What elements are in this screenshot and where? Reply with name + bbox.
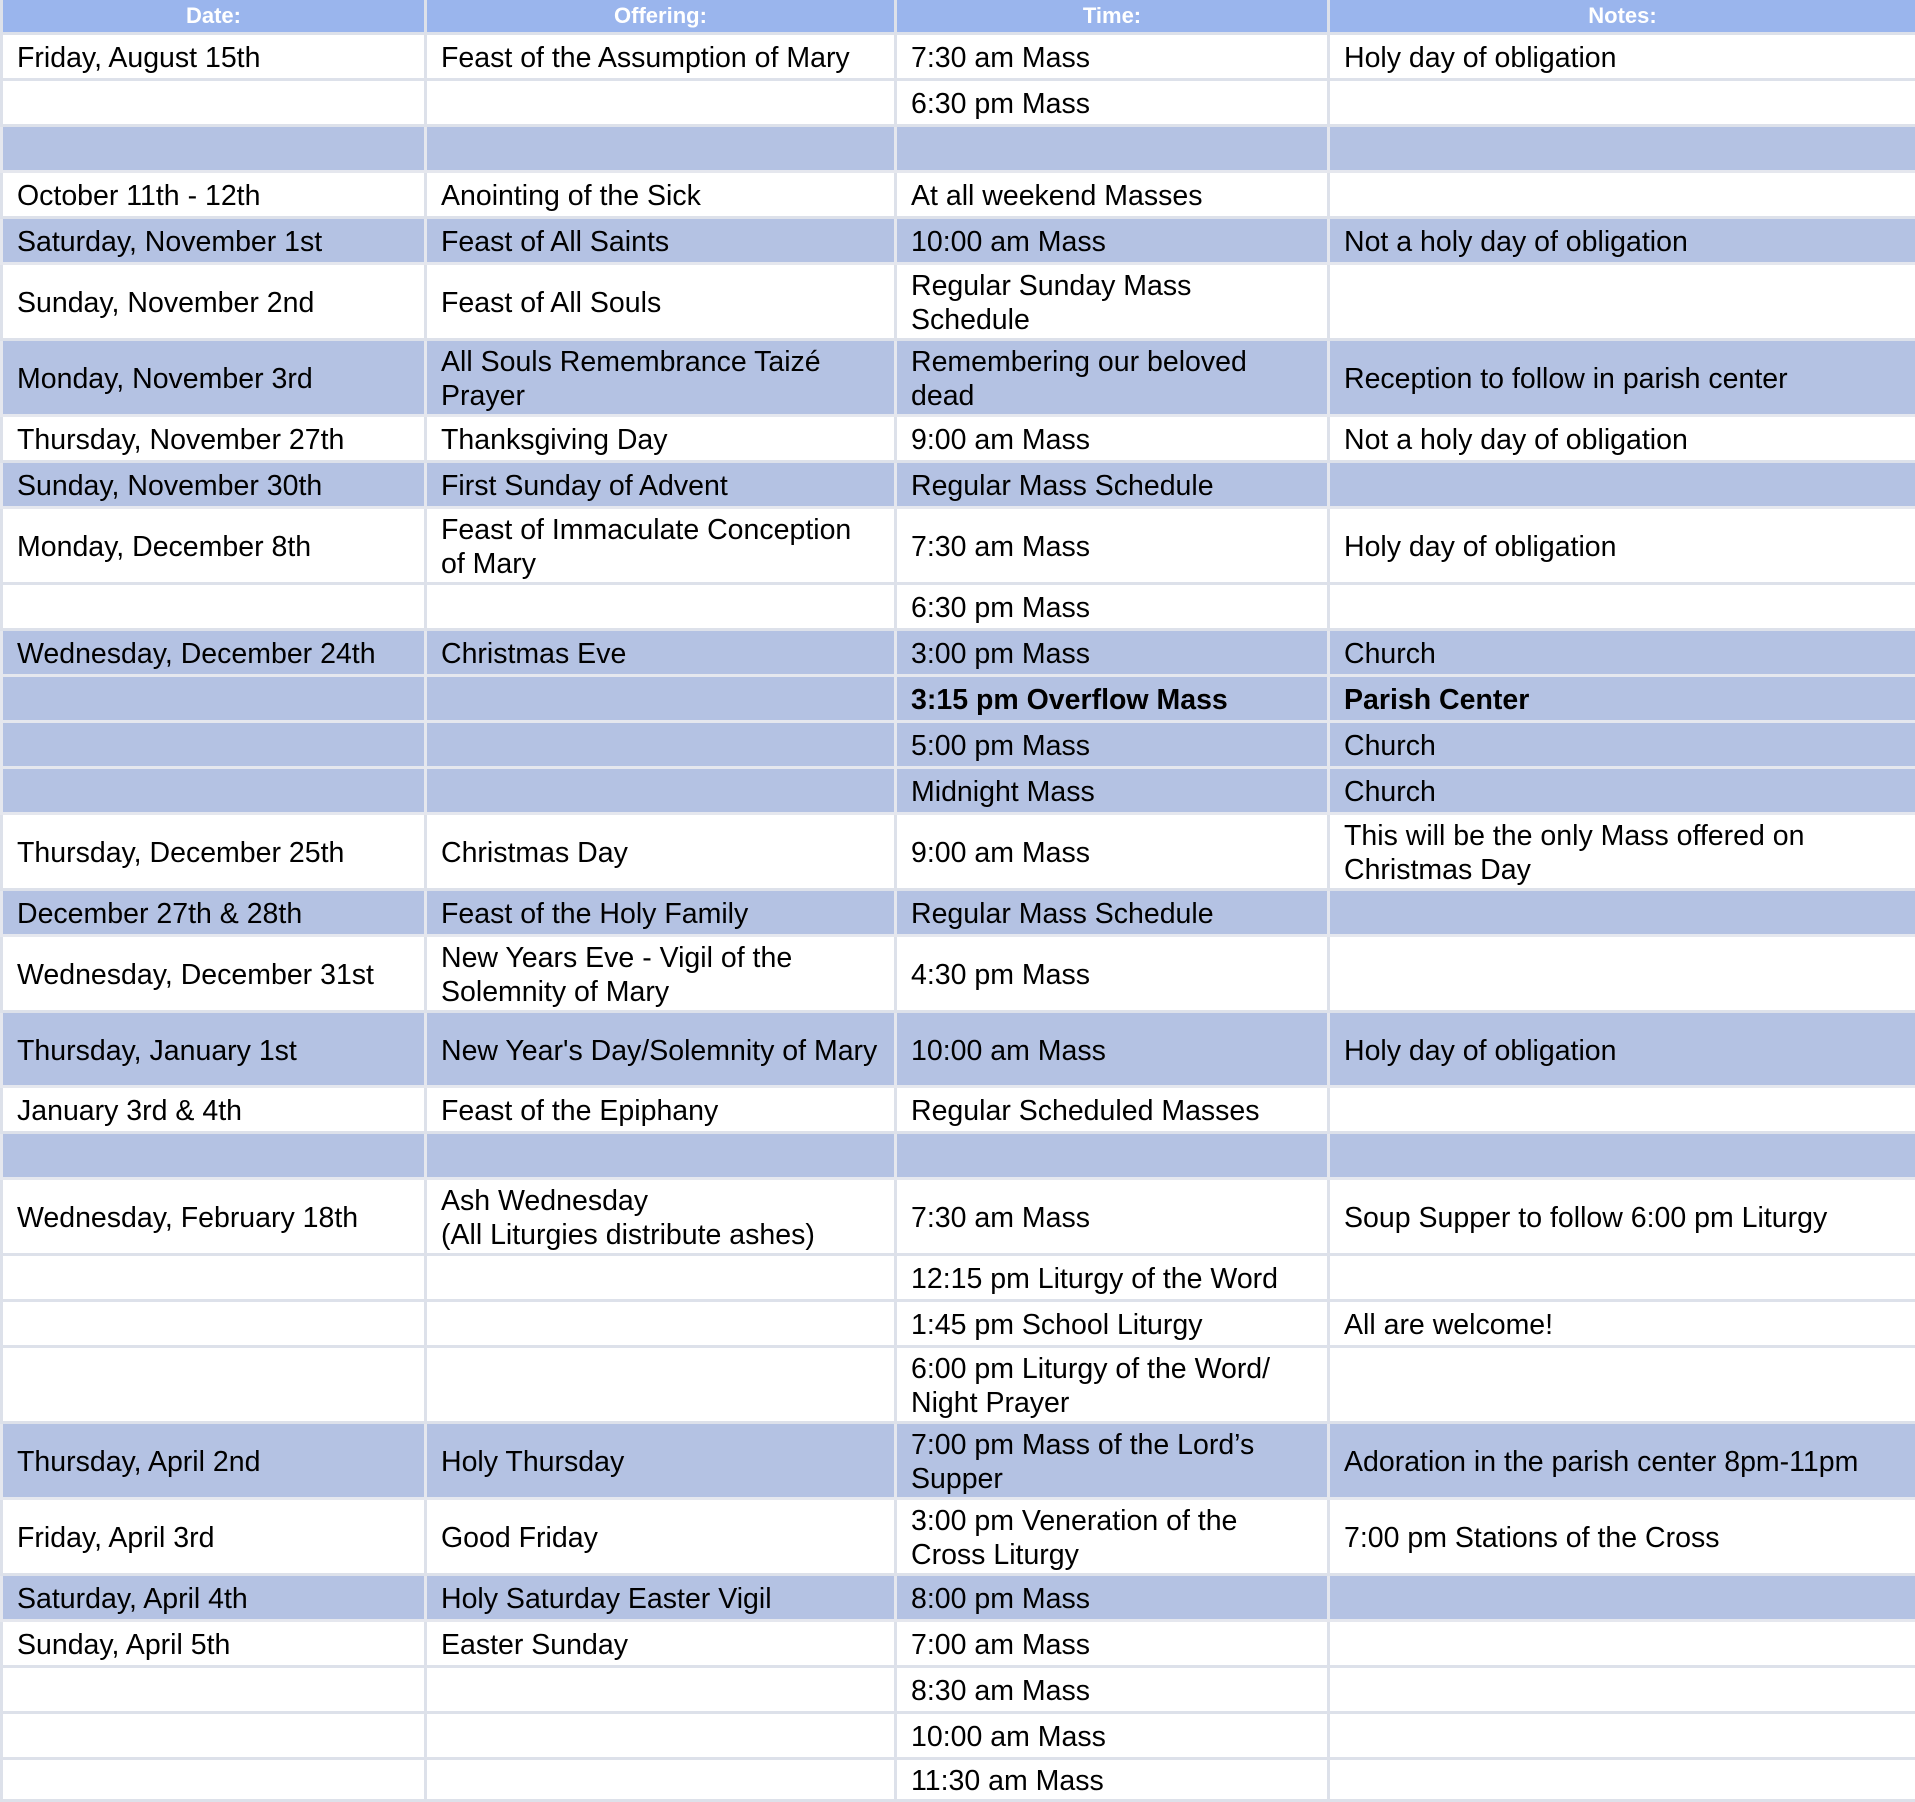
notes-cell	[1329, 264, 1915, 340]
offering-cell: All Souls Remembrance Taizé Prayer	[426, 340, 896, 416]
time-cell: 10:00 am Mass	[896, 1713, 1329, 1759]
date-cell: Monday, November 3rd	[2, 340, 426, 416]
date-cell: Saturday, November 1st	[2, 218, 426, 264]
time-cell: 7:30 am Mass	[896, 34, 1329, 80]
date-cell: Sunday, November 30th	[2, 462, 426, 508]
offering-cell: Holy Thursday	[426, 1423, 896, 1499]
table-row	[2, 462, 1915, 508]
offering-cell	[426, 1667, 896, 1713]
table-row	[2, 264, 1915, 340]
notes-cell: Holy day of obligation	[1329, 1012, 1915, 1087]
header-row	[2, 0, 1915, 34]
table-row	[2, 1621, 1915, 1667]
notes-cell: Not a holy day of obligation	[1329, 416, 1915, 462]
date-cell: Friday, April 3rd	[2, 1499, 426, 1575]
offering-cell	[426, 676, 896, 722]
time-cell: 6:00 pm Liturgy of the Word/ Night Prayer	[896, 1347, 1329, 1423]
offering-cell	[426, 1301, 896, 1347]
notes-cell: 7:00 pm Stations of the Cross	[1329, 1499, 1915, 1575]
table-row	[2, 1255, 1915, 1301]
table-row	[2, 1087, 1915, 1133]
notes-cell	[1329, 1347, 1915, 1423]
notes-cell	[1329, 1759, 1915, 1801]
offering-cell: Feast of All Saints	[426, 218, 896, 264]
time-cell	[896, 126, 1329, 172]
offering-cell: Easter Sunday	[426, 1621, 896, 1667]
date-cell	[2, 1759, 426, 1801]
date-cell	[2, 584, 426, 630]
offering-cell	[426, 768, 896, 814]
time-cell: 9:00 am Mass	[896, 416, 1329, 462]
offering-cell: Feast of Immaculate Conception of Mary	[426, 508, 896, 584]
time-cell: Remembering our beloved dead	[896, 340, 1329, 416]
offering-cell	[426, 584, 896, 630]
table-row	[2, 1667, 1915, 1713]
header-date: Date:	[2, 0, 426, 34]
table-row	[2, 1179, 1915, 1255]
time-cell: Regular Mass Schedule	[896, 462, 1329, 508]
time-cell: 10:00 am Mass	[896, 218, 1329, 264]
notes-cell: This will be the only Mass offered on Christmas Day	[1329, 814, 1915, 890]
notes-cell	[1329, 172, 1915, 218]
notes-cell: Soup Supper to follow 6:00 pm Liturgy	[1329, 1179, 1915, 1255]
date-cell	[2, 1667, 426, 1713]
time-cell: 7:30 am Mass	[896, 1179, 1329, 1255]
notes-cell	[1329, 1621, 1915, 1667]
offering-cell: First Sunday of Advent	[426, 462, 896, 508]
date-cell: Monday, December 8th	[2, 508, 426, 584]
table-row	[2, 508, 1915, 584]
notes-cell	[1329, 584, 1915, 630]
time-cell: 12:15 pm Liturgy of the Word	[896, 1255, 1329, 1301]
table-row	[2, 416, 1915, 462]
table-row	[2, 1423, 1915, 1499]
table-row	[2, 584, 1915, 630]
time-cell: 8:30 am Mass	[896, 1667, 1329, 1713]
offering-cell	[426, 1713, 896, 1759]
date-cell	[2, 126, 426, 172]
offering-cell: New Year's Day/Solemnity of Mary	[426, 1012, 896, 1087]
date-cell	[2, 676, 426, 722]
offering-cell	[426, 1133, 896, 1179]
table-row	[2, 676, 1915, 722]
date-cell	[2, 1133, 426, 1179]
notes-cell	[1329, 1575, 1915, 1621]
time-cell: 6:30 pm Mass	[896, 584, 1329, 630]
offering-cell	[426, 80, 896, 126]
date-cell: Friday, August 15th	[2, 34, 426, 80]
date-cell: October 11th - 12th	[2, 172, 426, 218]
notes-cell: Reception to follow in parish center	[1329, 340, 1915, 416]
notes-cell: Not a holy day of obligation	[1329, 218, 1915, 264]
time-cell: 3:00 pm Veneration of the Cross Liturgy	[896, 1499, 1329, 1575]
date-cell: December 27th & 28th	[2, 890, 426, 936]
date-cell: Wednesday, December 24th	[2, 630, 426, 676]
table-row	[2, 1759, 1915, 1801]
offering-cell: Good Friday	[426, 1499, 896, 1575]
date-cell	[2, 1347, 426, 1423]
table-row	[2, 1301, 1915, 1347]
header-notes: Notes:	[1329, 0, 1915, 34]
offering-cell	[426, 1255, 896, 1301]
time-cell: 6:30 pm Mass	[896, 80, 1329, 126]
date-cell	[2, 722, 426, 768]
date-cell: Sunday, November 2nd	[2, 264, 426, 340]
date-cell: January 3rd & 4th	[2, 1087, 426, 1133]
notes-cell	[1329, 890, 1915, 936]
table-row	[2, 340, 1915, 416]
table-row	[2, 126, 1915, 172]
time-cell: 4:30 pm Mass	[896, 936, 1329, 1012]
offering-cell: Thanksgiving Day	[426, 416, 896, 462]
notes-cell: Church	[1329, 630, 1915, 676]
notes-cell: Adoration in the parish center 8pm-11pm	[1329, 1423, 1915, 1499]
offering-cell: Feast of the Holy Family	[426, 890, 896, 936]
time-cell: 10:00 am Mass	[896, 1012, 1329, 1087]
notes-cell	[1329, 936, 1915, 1012]
offering-cell	[426, 1759, 896, 1801]
offering-cell: Ash Wednesday (All Liturgies distribute ashes)	[426, 1179, 896, 1255]
date-cell: Wednesday, February 18th	[2, 1179, 426, 1255]
notes-cell	[1329, 126, 1915, 172]
time-cell: 5:00 pm Mass	[896, 722, 1329, 768]
offering-cell: Christmas Eve	[426, 630, 896, 676]
header-offering: Offering:	[426, 0, 896, 34]
time-cell: 1:45 pm School Liturgy	[896, 1301, 1329, 1347]
offering-cell: Feast of the Assumption of Mary	[426, 34, 896, 80]
table-row	[2, 218, 1915, 264]
time-cell: 7:00 am Mass	[896, 1621, 1329, 1667]
time-cell: 7:30 am Mass	[896, 508, 1329, 584]
table-row	[2, 1012, 1915, 1087]
table-row	[2, 80, 1915, 126]
date-cell	[2, 1301, 426, 1347]
date-cell: Wednesday, December 31st	[2, 936, 426, 1012]
offering-cell: Feast of All Souls	[426, 264, 896, 340]
offering-cell: Christmas Day	[426, 814, 896, 890]
table-row	[2, 722, 1915, 768]
date-cell: Thursday, November 27th	[2, 416, 426, 462]
offering-cell	[426, 126, 896, 172]
table-row	[2, 172, 1915, 218]
time-cell: Regular Scheduled Masses	[896, 1087, 1329, 1133]
table-row	[2, 1575, 1915, 1621]
date-cell	[2, 1255, 426, 1301]
notes-cell: Church	[1329, 722, 1915, 768]
table-row	[2, 768, 1915, 814]
time-cell: At all weekend Masses	[896, 172, 1329, 218]
notes-cell	[1329, 1087, 1915, 1133]
notes-cell: All are welcome!	[1329, 1301, 1915, 1347]
date-cell: Thursday, December 25th	[2, 814, 426, 890]
date-cell	[2, 768, 426, 814]
time-cell: 7:00 pm Mass of the Lord’s Supper	[896, 1423, 1329, 1499]
date-cell: Thursday, April 2nd	[2, 1423, 426, 1499]
notes-cell	[1329, 1255, 1915, 1301]
table-row	[2, 814, 1915, 890]
table-row	[2, 1713, 1915, 1759]
time-cell: 3:00 pm Mass	[896, 630, 1329, 676]
table-row	[2, 936, 1915, 1012]
date-cell: Saturday, April 4th	[2, 1575, 426, 1621]
time-cell: 3:15 pm Overflow Mass	[896, 676, 1329, 722]
notes-cell: Church	[1329, 768, 1915, 814]
table-row	[2, 1499, 1915, 1575]
table-row	[2, 1133, 1915, 1179]
time-cell: 8:00 pm Mass	[896, 1575, 1329, 1621]
notes-cell: Holy day of obligation	[1329, 34, 1915, 80]
table-row	[2, 890, 1915, 936]
table-row	[2, 1347, 1915, 1423]
offering-cell: Feast of the Epiphany	[426, 1087, 896, 1133]
notes-cell: Holy day of obligation	[1329, 508, 1915, 584]
table-row	[2, 34, 1915, 80]
date-cell	[2, 80, 426, 126]
notes-cell: Parish Center	[1329, 676, 1915, 722]
notes-cell	[1329, 1133, 1915, 1179]
notes-cell	[1329, 1713, 1915, 1759]
time-cell: Regular Sunday Mass Schedule	[896, 264, 1329, 340]
date-cell: Sunday, April 5th	[2, 1621, 426, 1667]
time-cell: Regular Mass Schedule	[896, 890, 1329, 936]
notes-cell	[1329, 1667, 1915, 1713]
date-cell: Thursday, January 1st	[2, 1012, 426, 1087]
date-cell	[2, 1713, 426, 1759]
time-cell: 11:30 am Mass	[896, 1759, 1329, 1801]
offering-cell: Holy Saturday Easter Vigil	[426, 1575, 896, 1621]
offering-cell	[426, 722, 896, 768]
offering-cell	[426, 1347, 896, 1423]
notes-cell	[1329, 462, 1915, 508]
table-row	[2, 630, 1915, 676]
time-cell	[896, 1133, 1329, 1179]
notes-cell	[1329, 80, 1915, 126]
time-cell: 9:00 am Mass	[896, 814, 1329, 890]
offering-cell: Anointing of the Sick	[426, 172, 896, 218]
offering-cell: New Years Eve - Vigil of the Solemnity of Mary	[426, 936, 896, 1012]
time-cell: Midnight Mass	[896, 768, 1329, 814]
header-time: Time:	[896, 0, 1329, 34]
